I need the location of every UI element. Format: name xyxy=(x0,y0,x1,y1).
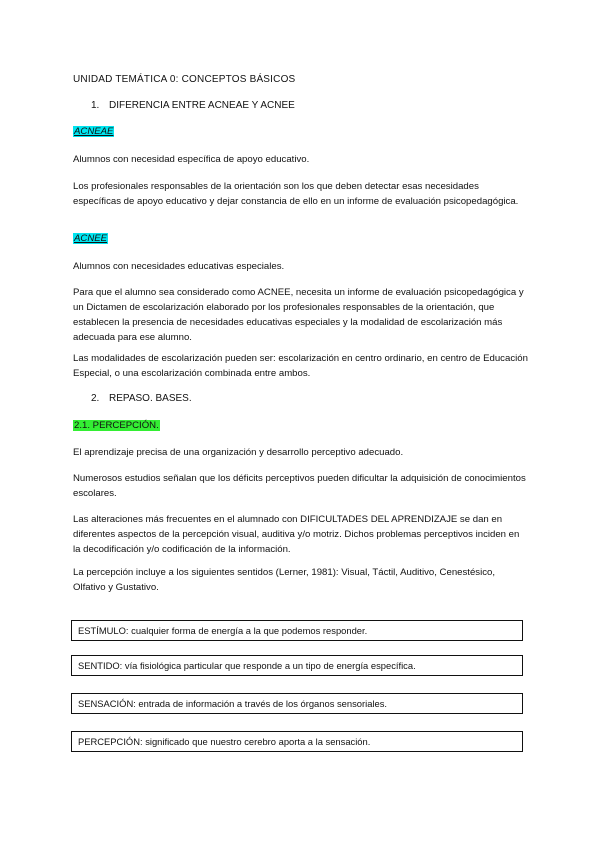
acnee-label-line xyxy=(73,231,528,246)
acneae-label: ACNEAE xyxy=(74,126,114,137)
acneae-paragraph: Los profesionales responsables de la orientación son los que deben detectar esas necesidades específicas de apoyo educativo y dejar constancia de ello en un informe de evaluación psicopedagógica. xyxy=(73,181,519,207)
percepcion-paragraph-2: Numerosos estudios señalan que los déficits perceptivos pueden dificultar la adquisición de conocimientos escolares. xyxy=(73,473,526,499)
section-heading-1: 1. DIFERENCIA ENTRE ACNEAE Y ACNEE xyxy=(91,100,295,111)
acnee-paragraph-1: Para que el alumno sea considerado como ACNEE, necesita un informe de evaluación psicopedagógica y un Dictamen de escolarización elaborado por los profesionales responsables de la orientación, que establecen la presencia de necesidades educativas especiales y la modalidad de escolarización más adecuada para ese alumno. xyxy=(73,287,524,343)
definition-box-sensacion: SENSACIÓN: entrada de información a través de los órganos sensoriales. xyxy=(71,693,523,714)
percepcion-label: 2.1. PERCEPCIÓN. xyxy=(74,420,159,431)
percepcion-paragraph-3: Las alteraciones más frecuentes en el alumnado con DIFICULTADES DEL APRENDIZAJE se dan en diferentes aspectos de la percepción visual, auditiva y/o motriz. Dichos problemas perceptivos inciden en la decodificación y/o codificación de la información. xyxy=(73,514,520,555)
percepcion-paragraph-1: El aprendizaje precisa de una organización y desarrollo perceptivo adecuado. xyxy=(73,447,404,458)
acneae-label-line xyxy=(73,124,528,139)
section-heading-2: 2. REPASO. BASES. xyxy=(91,393,192,404)
definition-box-estimulo: ESTÍMULO: cualquier forma de energía a la que podemos responder. xyxy=(71,620,523,641)
percepcion-paragraph-4: La percepción incluye a los siguientes sentidos (Lerner, 1981): Visual, Táctil, Auditivo, Cenestésico, Olfativo y Gustativo. xyxy=(73,567,496,593)
page-title: UNIDAD TEMÁTICA 0: CONCEPTOS BÁSICOS xyxy=(73,74,296,85)
acnee-definition: Alumnos con necesidades educativas especiales. xyxy=(73,261,285,272)
percepcion-label-line xyxy=(73,418,528,433)
acnee-label: ACNEE xyxy=(74,233,108,244)
definition-box-percepcion: PERCEPCIÓN: significado que nuestro cerebro aporta a la sensación. xyxy=(71,731,523,752)
acnee-paragraph-2: Las modalidades de escolarización pueden ser: escolarización en centro ordinario, en centro de Educación Especial, o una escolarización combinada entre ambos. xyxy=(73,353,528,379)
definition-box-sentido: SENTIDO: vía fisiológica particular que responde a un tipo de energía específica. xyxy=(71,655,523,676)
acneae-definition: Alumnos con necesidad específica de apoyo educativo. xyxy=(73,154,310,165)
